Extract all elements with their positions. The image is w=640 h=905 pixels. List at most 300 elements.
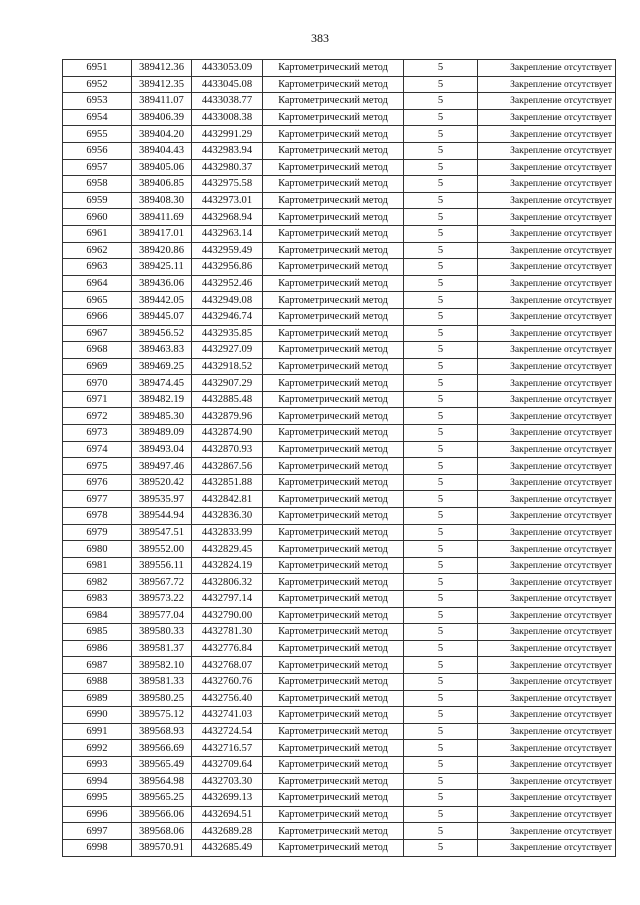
status-cell: Закрепление отсутствует — [478, 76, 616, 93]
x-coordinate-cell: 389568.06 — [132, 823, 192, 840]
point-number-cell: 6966 — [63, 308, 132, 325]
y-coordinate-cell: 4432824.19 — [192, 557, 263, 574]
table-row — [63, 441, 616, 458]
y-coordinate-cell: 4432963.14 — [192, 225, 263, 242]
x-coordinate-cell: 389406.85 — [132, 176, 192, 193]
table-row — [63, 823, 616, 840]
status-cell: Закрепление отсутствует — [478, 723, 616, 740]
method-cell: Картометрический метод — [263, 839, 404, 856]
x-coordinate-cell: 389411.69 — [132, 209, 192, 226]
y-coordinate-cell: 4433053.09 — [192, 60, 263, 77]
accuracy-cell: 5 — [404, 308, 478, 325]
method-cell: Картометрический метод — [263, 159, 404, 176]
table-row — [63, 126, 616, 143]
x-coordinate-cell: 389577.04 — [132, 607, 192, 624]
table-row — [63, 342, 616, 359]
coordinates-table-container — [62, 59, 615, 857]
accuracy-cell: 5 — [404, 806, 478, 823]
y-coordinate-cell: 4432716.57 — [192, 740, 263, 757]
point-number-cell: 6988 — [63, 673, 132, 690]
accuracy-cell: 5 — [404, 740, 478, 757]
accuracy-cell: 5 — [404, 574, 478, 591]
table-row — [63, 491, 616, 508]
accuracy-cell: 5 — [404, 176, 478, 193]
x-coordinate-cell: 389482.19 — [132, 391, 192, 408]
x-coordinate-cell: 389573.22 — [132, 591, 192, 608]
accuracy-cell: 5 — [404, 756, 478, 773]
point-number-cell: 6984 — [63, 607, 132, 624]
point-number-cell: 6985 — [63, 624, 132, 641]
x-coordinate-cell: 389474.45 — [132, 375, 192, 392]
status-cell: Закрепление отсутствует — [478, 209, 616, 226]
table-row — [63, 358, 616, 375]
status-cell: Закрепление отсутствует — [478, 806, 616, 823]
table-row — [63, 192, 616, 209]
x-coordinate-cell: 389445.07 — [132, 308, 192, 325]
point-number-cell: 6960 — [63, 209, 132, 226]
accuracy-cell: 5 — [404, 607, 478, 624]
status-cell: Закрепление отсутствует — [478, 425, 616, 442]
point-number-cell: 6968 — [63, 342, 132, 359]
y-coordinate-cell: 4432797.14 — [192, 591, 263, 608]
status-cell: Закрепление отсутствует — [478, 790, 616, 807]
status-cell: Закрепление отсутствует — [478, 275, 616, 292]
accuracy-cell: 5 — [404, 657, 478, 674]
accuracy-cell: 5 — [404, 126, 478, 143]
x-coordinate-cell: 389404.20 — [132, 126, 192, 143]
y-coordinate-cell: 4432907.29 — [192, 375, 263, 392]
x-coordinate-cell: 389544.94 — [132, 508, 192, 525]
status-cell: Закрепление отсутствует — [478, 391, 616, 408]
point-number-cell: 6953 — [63, 93, 132, 110]
table-row — [63, 673, 616, 690]
status-cell: Закрепление отсутствует — [478, 541, 616, 558]
status-cell: Закрепление отсутствует — [478, 292, 616, 309]
table-row — [63, 541, 616, 558]
point-number-cell: 6963 — [63, 259, 132, 276]
method-cell: Картометрический метод — [263, 806, 404, 823]
method-cell: Картометрический метод — [263, 225, 404, 242]
status-cell: Закрепление отсутствует — [478, 756, 616, 773]
status-cell: Закрепление отсутствует — [478, 707, 616, 724]
x-coordinate-cell: 389489.09 — [132, 425, 192, 442]
point-number-cell: 6979 — [63, 524, 132, 541]
method-cell: Картометрический метод — [263, 624, 404, 641]
point-number-cell: 6991 — [63, 723, 132, 740]
status-cell: Закрепление отсутствует — [478, 60, 616, 77]
y-coordinate-cell: 4432806.32 — [192, 574, 263, 591]
x-coordinate-cell: 389406.39 — [132, 109, 192, 126]
table-row — [63, 508, 616, 525]
method-cell: Картометрический метод — [263, 657, 404, 674]
method-cell: Картометрический метод — [263, 723, 404, 740]
x-coordinate-cell: 389535.97 — [132, 491, 192, 508]
accuracy-cell: 5 — [404, 358, 478, 375]
status-cell: Закрепление отсутствует — [478, 673, 616, 690]
y-coordinate-cell: 4432724.54 — [192, 723, 263, 740]
accuracy-cell: 5 — [404, 109, 478, 126]
status-cell: Закрепление отсутствует — [478, 574, 616, 591]
point-number-cell: 6965 — [63, 292, 132, 309]
status-cell: Закрепление отсутствует — [478, 657, 616, 674]
accuracy-cell: 5 — [404, 541, 478, 558]
y-coordinate-cell: 4432959.49 — [192, 242, 263, 259]
y-coordinate-cell: 4432870.93 — [192, 441, 263, 458]
table-row — [63, 242, 616, 259]
accuracy-cell: 5 — [404, 93, 478, 110]
y-coordinate-cell: 4432935.85 — [192, 325, 263, 342]
table-row — [63, 773, 616, 790]
point-number-cell: 6959 — [63, 192, 132, 209]
x-coordinate-cell: 389582.10 — [132, 657, 192, 674]
point-number-cell: 6954 — [63, 109, 132, 126]
accuracy-cell: 5 — [404, 458, 478, 475]
table-row — [63, 308, 616, 325]
coordinates-table-body — [63, 60, 616, 857]
accuracy-cell: 5 — [404, 673, 478, 690]
table-row — [63, 806, 616, 823]
table-row — [63, 723, 616, 740]
table-row — [63, 225, 616, 242]
method-cell: Картометрический метод — [263, 508, 404, 525]
accuracy-cell: 5 — [404, 790, 478, 807]
x-coordinate-cell: 389570.91 — [132, 839, 192, 856]
y-coordinate-cell: 4432760.76 — [192, 673, 263, 690]
y-coordinate-cell: 4432776.84 — [192, 640, 263, 657]
method-cell: Картометрический метод — [263, 574, 404, 591]
status-cell: Закрепление отсутствует — [478, 308, 616, 325]
table-row — [63, 375, 616, 392]
y-coordinate-cell: 4432851.88 — [192, 474, 263, 491]
y-coordinate-cell: 4432790.00 — [192, 607, 263, 624]
y-coordinate-cell: 4432991.29 — [192, 126, 263, 143]
y-coordinate-cell: 4432968.94 — [192, 209, 263, 226]
point-number-cell: 6973 — [63, 425, 132, 442]
point-number-cell: 6975 — [63, 458, 132, 475]
status-cell: Закрепление отсутствует — [478, 109, 616, 126]
status-cell: Закрепление отсутствует — [478, 740, 616, 757]
status-cell: Закрепление отсутствует — [478, 126, 616, 143]
x-coordinate-cell: 389463.83 — [132, 342, 192, 359]
point-number-cell: 6997 — [63, 823, 132, 840]
y-coordinate-cell: 4432885.48 — [192, 391, 263, 408]
method-cell: Картометрический метод — [263, 474, 404, 491]
x-coordinate-cell: 389456.52 — [132, 325, 192, 342]
status-cell: Закрепление отсутствует — [478, 524, 616, 541]
point-number-cell: 6986 — [63, 640, 132, 657]
y-coordinate-cell: 4432709.64 — [192, 756, 263, 773]
accuracy-cell: 5 — [404, 723, 478, 740]
method-cell: Картометрический метод — [263, 391, 404, 408]
x-coordinate-cell: 389547.51 — [132, 524, 192, 541]
y-coordinate-cell: 4432952.46 — [192, 275, 263, 292]
accuracy-cell: 5 — [404, 690, 478, 707]
x-coordinate-cell: 389565.25 — [132, 790, 192, 807]
point-number-cell: 6989 — [63, 690, 132, 707]
accuracy-cell: 5 — [404, 60, 478, 77]
point-number-cell: 6993 — [63, 756, 132, 773]
table-row — [63, 640, 616, 657]
table-row — [63, 259, 616, 276]
x-coordinate-cell: 389566.69 — [132, 740, 192, 757]
status-cell: Закрепление отсутствует — [478, 358, 616, 375]
status-cell: Закрепление отсутствует — [478, 690, 616, 707]
table-row — [63, 557, 616, 574]
y-coordinate-cell: 4432833.99 — [192, 524, 263, 541]
method-cell: Картометрический метод — [263, 242, 404, 259]
x-coordinate-cell: 389497.46 — [132, 458, 192, 475]
x-coordinate-cell: 389556.11 — [132, 557, 192, 574]
accuracy-cell: 5 — [404, 441, 478, 458]
y-coordinate-cell: 4433045.08 — [192, 76, 263, 93]
table-row — [63, 839, 616, 856]
status-cell: Закрепление отсутствует — [478, 823, 616, 840]
accuracy-cell: 5 — [404, 839, 478, 856]
accuracy-cell: 5 — [404, 508, 478, 525]
point-number-cell: 6995 — [63, 790, 132, 807]
accuracy-cell: 5 — [404, 640, 478, 657]
page-number: 383 — [311, 31, 329, 45]
accuracy-cell: 5 — [404, 391, 478, 408]
status-cell: Закрепление отсутствует — [478, 607, 616, 624]
accuracy-cell: 5 — [404, 342, 478, 359]
x-coordinate-cell: 389580.25 — [132, 690, 192, 707]
table-row — [63, 690, 616, 707]
method-cell: Картометрический метод — [263, 358, 404, 375]
method-cell: Картометрический метод — [263, 425, 404, 442]
accuracy-cell: 5 — [404, 474, 478, 491]
point-number-cell: 6990 — [63, 707, 132, 724]
y-coordinate-cell: 4432946.74 — [192, 308, 263, 325]
table-row — [63, 159, 616, 176]
point-number-cell: 6998 — [63, 839, 132, 856]
method-cell: Картометрический метод — [263, 325, 404, 342]
y-coordinate-cell: 4432879.96 — [192, 408, 263, 425]
status-cell: Закрепление отсутствует — [478, 342, 616, 359]
y-coordinate-cell: 4432973.01 — [192, 192, 263, 209]
method-cell: Картометрический метод — [263, 756, 404, 773]
accuracy-cell: 5 — [404, 242, 478, 259]
table-row — [63, 591, 616, 608]
point-number-cell: 6980 — [63, 541, 132, 558]
accuracy-cell: 5 — [404, 524, 478, 541]
point-number-cell: 6978 — [63, 508, 132, 525]
method-cell: Картометрический метод — [263, 375, 404, 392]
method-cell: Картометрический метод — [263, 591, 404, 608]
point-number-cell: 6983 — [63, 591, 132, 608]
point-number-cell: 6996 — [63, 806, 132, 823]
accuracy-cell: 5 — [404, 76, 478, 93]
method-cell: Картометрический метод — [263, 275, 404, 292]
method-cell: Картометрический метод — [263, 93, 404, 110]
point-number-cell: 6977 — [63, 491, 132, 508]
table-row — [63, 275, 616, 292]
y-coordinate-cell: 4432874.90 — [192, 425, 263, 442]
y-coordinate-cell: 4432703.30 — [192, 773, 263, 790]
accuracy-cell: 5 — [404, 159, 478, 176]
point-number-cell: 6957 — [63, 159, 132, 176]
y-coordinate-cell: 4432768.07 — [192, 657, 263, 674]
method-cell: Картометрический метод — [263, 142, 404, 159]
status-cell: Закрепление отсутствует — [478, 591, 616, 608]
table-row — [63, 624, 616, 641]
table-row — [63, 292, 616, 309]
method-cell: Картометрический метод — [263, 109, 404, 126]
table-row — [63, 93, 616, 110]
point-number-cell: 6962 — [63, 242, 132, 259]
table-row — [63, 657, 616, 674]
status-cell: Закрепление отсутствует — [478, 225, 616, 242]
table-row — [63, 607, 616, 624]
accuracy-cell: 5 — [404, 375, 478, 392]
accuracy-cell: 5 — [404, 773, 478, 790]
accuracy-cell: 5 — [404, 275, 478, 292]
status-cell: Закрепление отсутствует — [478, 557, 616, 574]
point-number-cell: 6992 — [63, 740, 132, 757]
table-row — [63, 76, 616, 93]
x-coordinate-cell: 389411.07 — [132, 93, 192, 110]
point-number-cell: 6974 — [63, 441, 132, 458]
status-cell: Закрепление отсутствует — [478, 325, 616, 342]
x-coordinate-cell: 389420.86 — [132, 242, 192, 259]
y-coordinate-cell: 4432927.09 — [192, 342, 263, 359]
table-row — [63, 209, 616, 226]
table-row — [63, 142, 616, 159]
method-cell: Картометрический метод — [263, 441, 404, 458]
method-cell: Картометрический метод — [263, 707, 404, 724]
table-row — [63, 408, 616, 425]
table-row — [63, 325, 616, 342]
x-coordinate-cell: 389520.42 — [132, 474, 192, 491]
method-cell: Картометрический метод — [263, 292, 404, 309]
point-number-cell: 6951 — [63, 60, 132, 77]
y-coordinate-cell: 4432756.40 — [192, 690, 263, 707]
y-coordinate-cell: 4432689.28 — [192, 823, 263, 840]
table-row — [63, 474, 616, 491]
method-cell: Картометрический метод — [263, 126, 404, 143]
status-cell: Закрепление отсутствует — [478, 93, 616, 110]
point-number-cell: 6956 — [63, 142, 132, 159]
accuracy-cell: 5 — [404, 142, 478, 159]
x-coordinate-cell: 389442.05 — [132, 292, 192, 309]
table-row — [63, 391, 616, 408]
status-cell: Закрепление отсутствует — [478, 441, 616, 458]
point-number-cell: 6981 — [63, 557, 132, 574]
method-cell: Картометрический метод — [263, 823, 404, 840]
y-coordinate-cell: 4432918.52 — [192, 358, 263, 375]
point-number-cell: 6970 — [63, 375, 132, 392]
point-number-cell: 6969 — [63, 358, 132, 375]
status-cell: Закрепление отсутствует — [478, 640, 616, 657]
x-coordinate-cell: 389469.25 — [132, 358, 192, 375]
status-cell: Закрепление отсутствует — [478, 491, 616, 508]
accuracy-cell: 5 — [404, 425, 478, 442]
accuracy-cell: 5 — [404, 624, 478, 641]
method-cell: Картометрический метод — [263, 740, 404, 757]
method-cell: Картометрический метод — [263, 640, 404, 657]
status-cell: Закрепление отсутствует — [478, 508, 616, 525]
table-row — [63, 60, 616, 77]
status-cell: Закрепление отсутствует — [478, 375, 616, 392]
method-cell: Картометрический метод — [263, 308, 404, 325]
x-coordinate-cell: 389564.98 — [132, 773, 192, 790]
point-number-cell: 6958 — [63, 176, 132, 193]
accuracy-cell: 5 — [404, 557, 478, 574]
y-coordinate-cell: 4432829.45 — [192, 541, 263, 558]
status-cell: Закрепление отсутствует — [478, 474, 616, 491]
status-cell: Закрепление отсутствует — [478, 773, 616, 790]
point-number-cell: 6994 — [63, 773, 132, 790]
status-cell: Закрепление отсутствует — [478, 142, 616, 159]
x-coordinate-cell: 389580.33 — [132, 624, 192, 641]
method-cell: Картометрический метод — [263, 673, 404, 690]
table-row — [63, 524, 616, 541]
x-coordinate-cell: 389417.01 — [132, 225, 192, 242]
x-coordinate-cell: 389493.04 — [132, 441, 192, 458]
accuracy-cell: 5 — [404, 192, 478, 209]
table-row — [63, 756, 616, 773]
method-cell: Картометрический метод — [263, 491, 404, 508]
table-row — [63, 574, 616, 591]
status-cell: Закрепление отсутствует — [478, 458, 616, 475]
accuracy-cell: 5 — [404, 209, 478, 226]
x-coordinate-cell: 389566.06 — [132, 806, 192, 823]
y-coordinate-cell: 4432781.30 — [192, 624, 263, 641]
y-coordinate-cell: 4432842.81 — [192, 491, 263, 508]
accuracy-cell: 5 — [404, 591, 478, 608]
y-coordinate-cell: 4432699.13 — [192, 790, 263, 807]
x-coordinate-cell: 389575.12 — [132, 707, 192, 724]
point-number-cell: 6972 — [63, 408, 132, 425]
method-cell: Картометрический метод — [263, 259, 404, 276]
point-number-cell: 6952 — [63, 76, 132, 93]
y-coordinate-cell: 4432980.37 — [192, 159, 263, 176]
point-number-cell: 6967 — [63, 325, 132, 342]
x-coordinate-cell: 389567.72 — [132, 574, 192, 591]
x-coordinate-cell: 389552.00 — [132, 541, 192, 558]
x-coordinate-cell: 389485.30 — [132, 408, 192, 425]
accuracy-cell: 5 — [404, 491, 478, 508]
status-cell: Закрепление отсутствует — [478, 259, 616, 276]
y-coordinate-cell: 4432685.49 — [192, 839, 263, 856]
y-coordinate-cell: 4432949.08 — [192, 292, 263, 309]
accuracy-cell: 5 — [404, 707, 478, 724]
y-coordinate-cell: 4432741.03 — [192, 707, 263, 724]
method-cell: Картометрический метод — [263, 458, 404, 475]
table-row — [63, 176, 616, 193]
x-coordinate-cell: 389405.06 — [132, 159, 192, 176]
status-cell: Закрепление отсутствует — [478, 176, 616, 193]
x-coordinate-cell: 389436.06 — [132, 275, 192, 292]
method-cell: Картометрический метод — [263, 209, 404, 226]
x-coordinate-cell: 389581.37 — [132, 640, 192, 657]
y-coordinate-cell: 4433008.38 — [192, 109, 263, 126]
y-coordinate-cell: 4432975.58 — [192, 176, 263, 193]
x-coordinate-cell: 389425.11 — [132, 259, 192, 276]
method-cell: Картометрический метод — [263, 60, 404, 77]
y-coordinate-cell: 4432956.86 — [192, 259, 263, 276]
y-coordinate-cell: 4432867.56 — [192, 458, 263, 475]
method-cell: Картометрический метод — [263, 557, 404, 574]
coordinates-table — [62, 59, 616, 857]
table-row — [63, 790, 616, 807]
status-cell: Закрепление отсутствует — [478, 159, 616, 176]
table-row — [63, 425, 616, 442]
x-coordinate-cell: 389581.33 — [132, 673, 192, 690]
status-cell: Закрепление отсутствует — [478, 408, 616, 425]
point-number-cell: 6982 — [63, 574, 132, 591]
method-cell: Картометрический метод — [263, 76, 404, 93]
